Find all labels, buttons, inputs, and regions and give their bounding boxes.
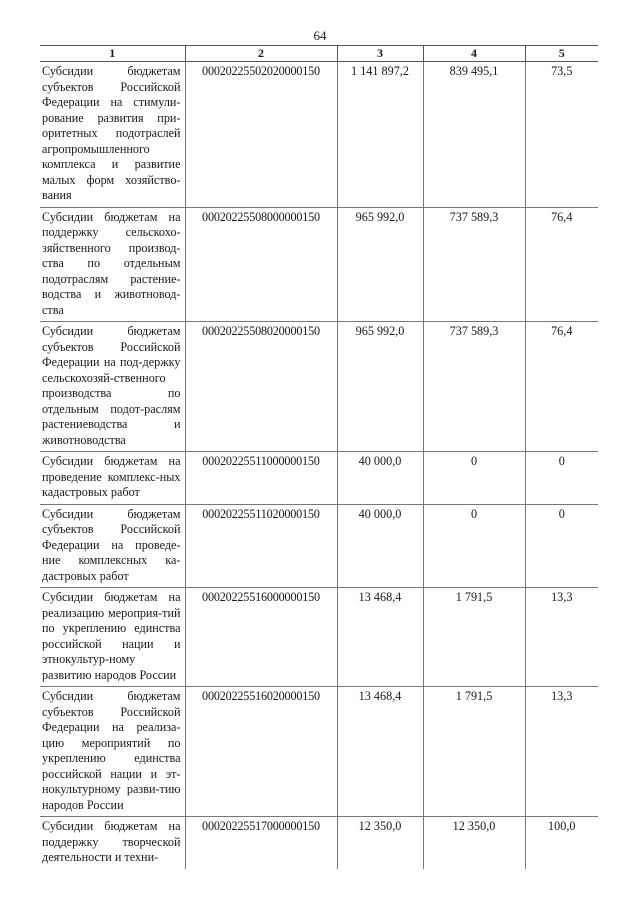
row-percent-cell: 73,5 [525, 62, 598, 208]
row-code-cell: 00020225517000000150 [185, 817, 337, 869]
row-code-cell: 00020225511020000150 [185, 504, 337, 588]
row-plan-cell: 12 350,0 [337, 817, 423, 869]
row-plan-cell: 13 468,4 [337, 588, 423, 687]
row-plan-cell: 40 000,0 [337, 504, 423, 588]
row-plan-cell: 1 141 897,2 [337, 62, 423, 208]
budget-table [40, 45, 598, 869]
table-row [40, 687, 598, 817]
row-actual-cell: 737 589,3 [423, 322, 525, 452]
row-name-cell: Субсидии бюджетам субъектов Российской Федерации на проведе-ние комплексных ка-дастровых работ [40, 504, 185, 588]
table-row [40, 452, 598, 505]
row-code-cell: 00020225502020000150 [185, 62, 337, 208]
row-actual-cell: 12 350,0 [423, 817, 525, 869]
table-row [40, 588, 598, 687]
row-plan-cell: 40 000,0 [337, 452, 423, 505]
row-percent-cell: 0 [525, 504, 598, 588]
row-name-cell: Субсидии бюджетам субъектов Российской Федерации на под-держку сельскохозяй-ственного производства по отдельным подот-раслям растениеводства и животноводства [40, 322, 185, 452]
row-name-cell: Субсидии бюджетам субъектов Российской Федерации на реализа-цию мероприятий по укреплению единства российской нации и эт-нокультурному разви-тию народов России [40, 687, 185, 817]
row-actual-cell: 0 [423, 504, 525, 588]
row-plan-cell: 965 992,0 [337, 322, 423, 452]
row-name-cell: Субсидии бюджетам на проведение комплекс-ных кадастровых работ [40, 452, 185, 505]
row-code-cell: 00020225516020000150 [185, 687, 337, 817]
header-col-2: 2 [185, 46, 337, 62]
table-row [40, 322, 598, 452]
row-percent-cell: 13,3 [525, 687, 598, 817]
row-plan-cell: 13 468,4 [337, 687, 423, 817]
row-name-cell: Субсидии бюджетам на поддержку сельскохо-зяйственного производ-ства по отдельным подотраслям растение-водства и животновод-ства [40, 207, 185, 322]
row-percent-cell: 76,4 [525, 207, 598, 322]
row-code-cell: 00020225508000000150 [185, 207, 337, 322]
row-code-cell: 00020225508020000150 [185, 322, 337, 452]
row-actual-cell: 839 495,1 [423, 62, 525, 208]
row-actual-cell: 1 791,5 [423, 687, 525, 817]
header-row [40, 46, 598, 62]
row-actual-cell: 737 589,3 [423, 207, 525, 322]
row-actual-cell: 0 [423, 452, 525, 505]
header-col-4: 4 [423, 46, 525, 62]
header-col-1: 1 [40, 46, 185, 62]
table-row [40, 207, 598, 322]
row-code-cell: 00020225511000000150 [185, 452, 337, 505]
row-name-cell: Субсидии бюджетам на реализацию мероприя-тий по укреплению единства российской нации и этнокультур-ному развитию народов России [40, 588, 185, 687]
row-code-cell: 00020225516000000150 [185, 588, 337, 687]
table-row [40, 504, 598, 588]
header-col-3: 3 [337, 46, 423, 62]
table-row [40, 62, 598, 208]
header-col-5: 5 [525, 46, 598, 62]
row-name-cell: Субсидии бюджетам на поддержку творческой деятельности и техни- [42, 819, 181, 864]
row-percent-cell: 0 [525, 452, 598, 505]
row-plan-cell: 965 992,0 [337, 207, 423, 322]
row-actual-cell: 1 791,5 [423, 588, 525, 687]
table-row [40, 817, 598, 869]
page-number: 64 [313, 28, 327, 43]
row-percent-cell: 76,4 [525, 322, 598, 452]
row-name-cell: Субсидии бюджетам субъектов Российской Федерации на стимули-рование развития при-оритетных подотраслей агропромышленного комплекса и развитие малых форм хозяйство-вания [40, 62, 185, 208]
row-percent-cell: 13,3 [525, 588, 598, 687]
row-percent-cell: 100,0 [525, 817, 598, 869]
